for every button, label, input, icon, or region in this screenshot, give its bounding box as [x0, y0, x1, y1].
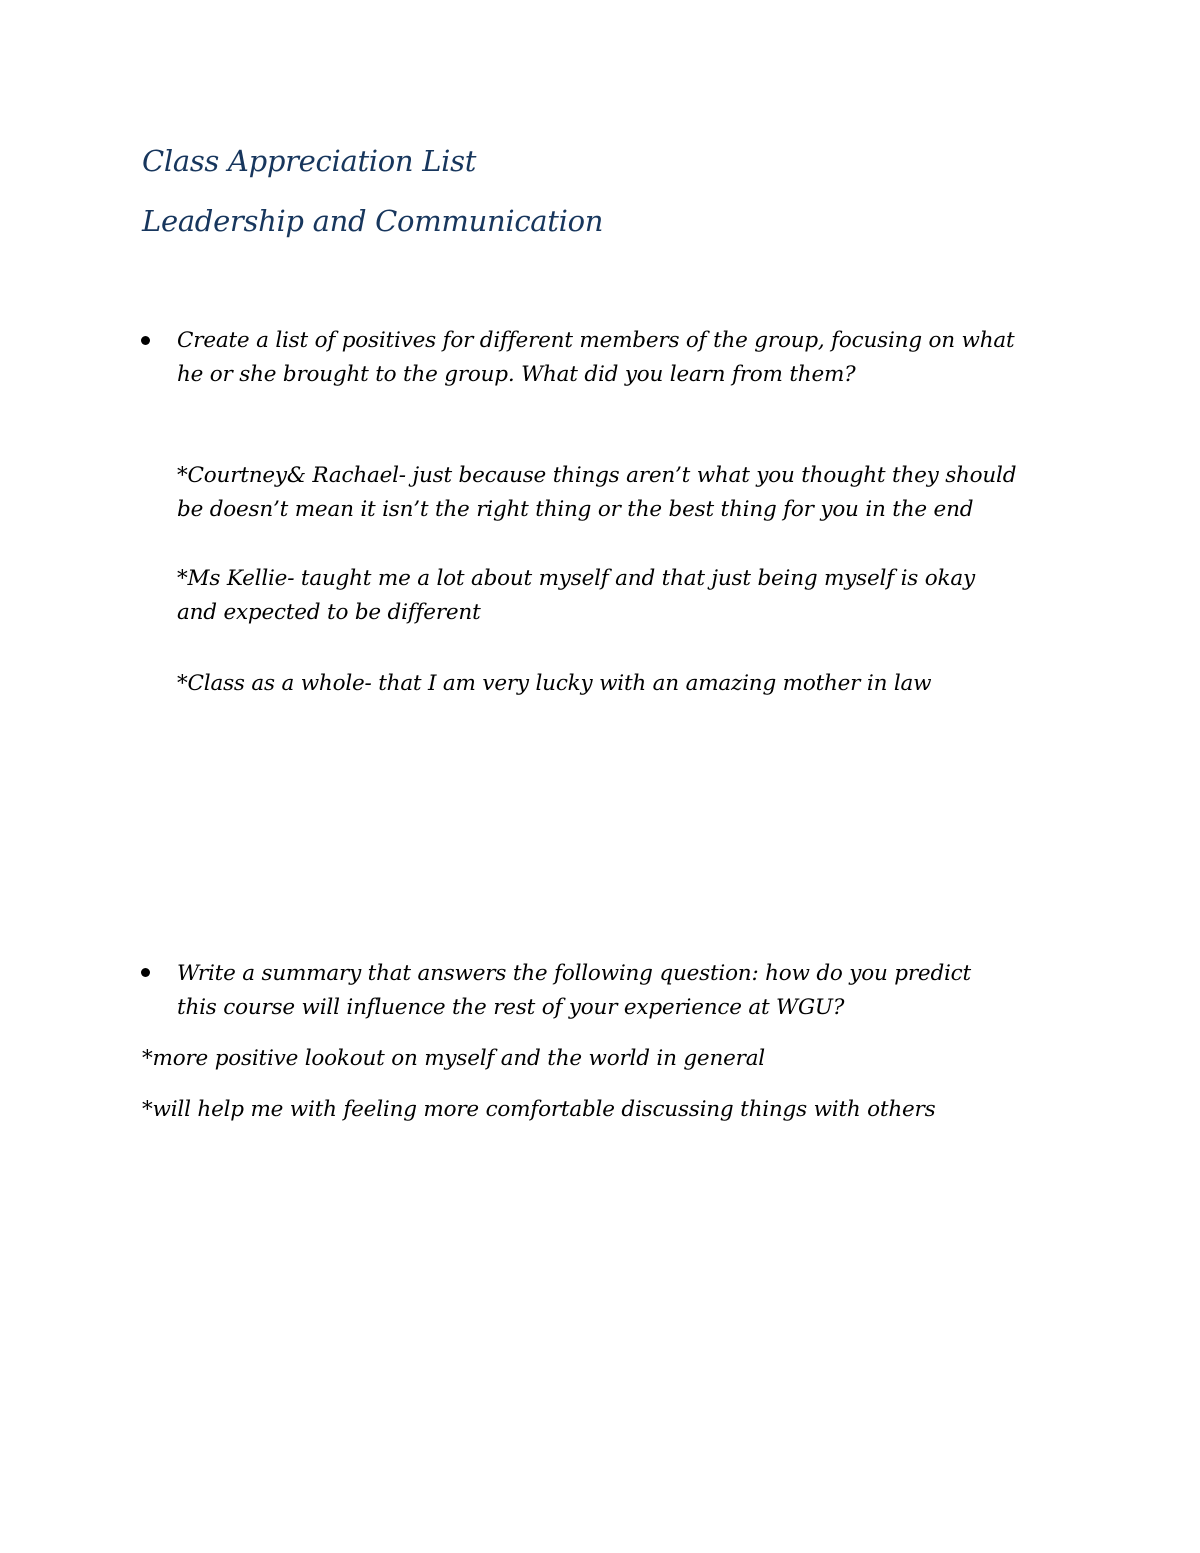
answer-line: *Class as a whole- that I am very lucky with an amazing mother in law [177, 671, 932, 696]
answer-item [177, 667, 1077, 701]
summary-item: *more positive lookout on myself and the world in general [142, 1046, 765, 1071]
document-title: Class Appreciation List [142, 144, 477, 178]
prompt-line: this course will influence the rest of your experience at WGU? [177, 995, 845, 1020]
prompt-line: Write a summary that answers the following question: how do you predict [177, 961, 971, 986]
prompt-line: Create a list of positives for different members of the group, focusing on what [177, 328, 1015, 353]
document-subtitle: Leadership and Communication [142, 204, 604, 238]
answer-line: and expected to be different [177, 600, 481, 625]
section1-prompt [177, 324, 1077, 392]
summary-item: *will help me with feeling more comfortable discussing things with others [142, 1097, 936, 1122]
answer-item [177, 459, 1077, 527]
answer-line: be doesn’t mean it isn’t the right thing or the best thing for you in the end [177, 497, 974, 522]
bullet-icon [141, 336, 150, 345]
answer-line: *Ms Kellie- taught me a lot about myself and that just being myself is okay [177, 566, 975, 591]
answer-line: *Courtney& Rachael- just because things aren’t what you thought they should [177, 463, 1017, 488]
bullet-icon [141, 968, 150, 977]
section2-prompt [177, 957, 1077, 1025]
answer-item [177, 562, 1077, 630]
prompt-line: he or she brought to the group. What did you learn from them? [177, 362, 856, 387]
